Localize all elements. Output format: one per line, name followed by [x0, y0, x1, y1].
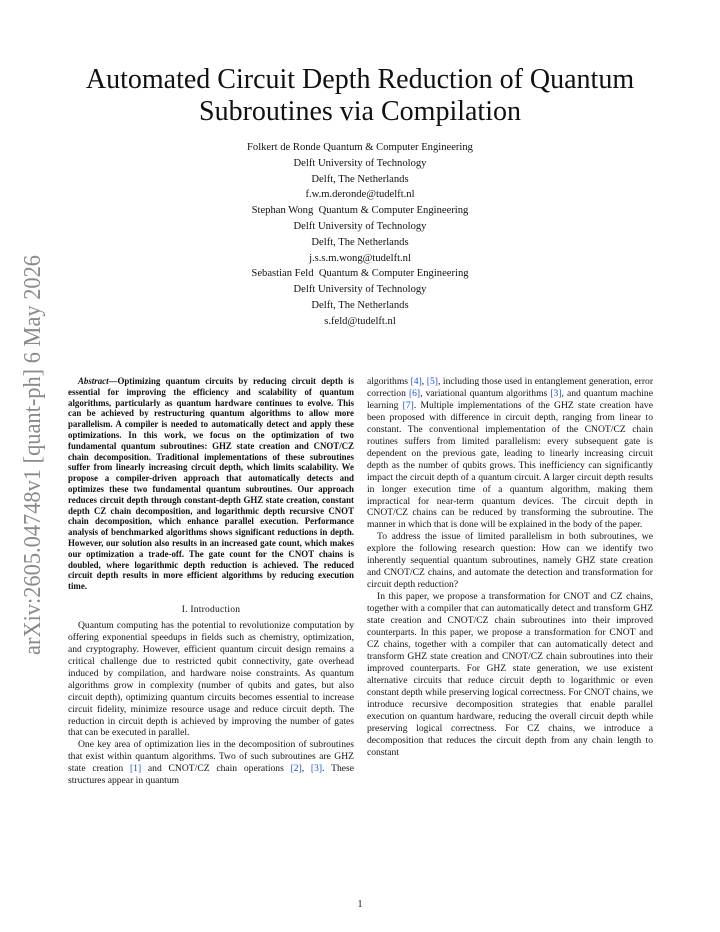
left-column: [68, 376, 354, 787]
author-name: Folkert de Ronde: [247, 142, 321, 153]
intro-paragraph-2: One key area of optimization lies in the decomposition of subroutines that exist within quantum algorithms. Two of such subroutines are GHZ state creation [1] and CNOT/CZ chain operations [2], [3]. These structures appear in quantum: [68, 739, 354, 787]
citation-link[interactable]: [3]: [310, 763, 323, 775]
arxiv-id-text: arXiv:2605.04748v1 [quant-ph] 6 May 2026: [20, 250, 46, 655]
author-name: Sebastian Feld: [251, 268, 314, 280]
author-dept: Quantum & Computer Engineering: [323, 142, 473, 153]
intro-paragraph-1: Quantum computing has the potential to revolutionize computation by offering exponential speedups in fields such as chemistry, optimization, and cryptography. However, efficient quantum circuit design remains a critical challenge due to restricted qubit connectivity, gate overhead induced by compilation, and hardware noise constraints. As quantum algorithms grow in complexity (number of qubits and gates, but also circuit depth), optimizing quantum circuits becomes essential to increase circuit fidelity, minimize resource usage and reduce circuit depth. The reduction in circuit depth is achieved by improving the number of gates that can be executed in parallel.: [68, 619, 354, 739]
author-2: [110, 203, 610, 266]
right-column: [367, 376, 653, 759]
author-location: Delft, The Netherlands: [311, 173, 409, 185]
citation-link[interactable]: [1]: [129, 763, 142, 775]
author-dept: Quantum & Computer Engineering: [318, 205, 469, 217]
author-name: Stephan Wong: [251, 205, 314, 217]
citation-link[interactable]: [6]: [408, 387, 421, 399]
citation-link[interactable]: [4]: [410, 376, 422, 387]
citation-link[interactable]: [3]: [550, 387, 562, 399]
section-heading-introduction: I. Introduction: [181, 603, 241, 615]
author-block: [110, 140, 610, 330]
intro-paragraph-5: In this paper, we propose a transformation for CNOT and CZ chains, together with a compiler that can automatically detect and transform GHZ state creation and CNOT/CZ chain subroutines into their improved counterparts. In this paper, we propose a transformation for CNOT and CZ chains, together with a compiler that can automatically detect and transform GHZ state creation and CNOT/CZ chain subroutines into their improved counterparts. For GHZ state generation, we use existent alternative circuits that reduce circuit depth to logarithmic or even constant depth while preserving logical correctness. For CNOT chains, we introduce recursive decomposition strategies that enable parallel execution on quantum hardware, reducing the overall circuit depth while preserving logical correctness. For CZ chains, we introduce a decomposition that reduces the circuit depth from any chain length to constant: [367, 591, 653, 758]
citation-link[interactable]: [7]: [402, 399, 414, 411]
paper-title: Automated Circuit Depth Reduction of Quantum Subroutines via Compilation: [85, 64, 635, 127]
intro-paragraph-4: To address the issue of limited parallelism in both subroutines, we explore the following research question: How can we identify two inherently sequential quantum subroutines, namely GHZ state creation and CNOT/CZ chains, and automate the detection and transformation for circuit depth reduction?: [367, 531, 653, 591]
abstract: [68, 376, 354, 592]
abstract-label: Abstract: [78, 376, 109, 386]
citation-link[interactable]: [2]: [290, 763, 302, 775]
author-location: Delft, The Netherlands: [311, 299, 409, 311]
intro-paragraph-3: algorithms [4], [5], including those used in entanglement generation, error correction [6], variational quantum algorithms [3], and quantum machine learning [7]. Multiple implementations of the GHZ state creation have been proposed with difference in circuit depth, ranging from linear to constant. The conventional implementation of the CNOT/CZ chain routines suffers from limited parallelism: every subsequent gate is dependent on the previous gate, leading to linearly increasing circuit depth as the number of qubits grows. This inefficiency can significantly impact the circuit depth of a quantum circuit. A larger circuit depth results in longer execution time of a quantum algorithm, making them impractical for near-term quantum devices. The circuit depth in CNOT/CZ chains can be reduced by transforming the subroutine. The manner in which that is done will be explained in the body of the paper.: [367, 376, 654, 531]
author-univ: Delft University of Technology: [293, 284, 427, 296]
arxiv-identifier: [8, 250, 52, 660]
author-location: Delft, The Netherlands: [311, 236, 409, 248]
author-univ: Delft University of Technology: [293, 157, 427, 169]
citation-link[interactable]: [5]: [426, 376, 438, 387]
author-email: f.w.m.deronde@tudelft.nl: [305, 189, 415, 201]
author-3: [110, 266, 610, 329]
page-number: 1: [357, 899, 363, 910]
abstract-text: —Optimizing quantum circuits by reducing circuit depth is essential for improving the efficiency and scalability of quantum algorithms, particularly as quantum hardware continues to evolve. This can be achieved by restructuring quantum algorithms to allow more parallelism. A compiler is needed to automatically detect and apply these optimizations. In this work, we focus on the optimization of two fundamental quantum subroutines: GHZ state creation and CNOT/CZ chain decomposition. Traditional implementations of these subroutines suffer from linearly increasing circuit depth, which limits scalability. We propose a compiler-driven approach that automatically detects and optimizes these two fundamental quantum subroutines. Our approach reduces circuit depth through constant-depth GHZ state creation, constant depth CZ chain decomposition, and logarithmic depth recursive CNOT chain decomposition, which enhance parallel execution. Performance analysis of benchmarked algorithms shows significant reductions in depth. However, our solution also results in an increased gate count, which makes our optimization a trade-off. The gate count for the CNOT chains is doubled, where logarithmic depth reduction is achieved. The reduced circuit depth results in more efficient algorithms by reducing execution time.: [68, 376, 354, 592]
author-email: j.s.s.m.wong@tudelft.nl: [309, 252, 411, 264]
author-email: s.feld@tudelft.nl: [324, 315, 396, 327]
author-univ: Delft University of Technology: [293, 220, 427, 232]
author-dept: Quantum & Computer Engineering: [318, 268, 469, 280]
author-1: [110, 140, 610, 203]
